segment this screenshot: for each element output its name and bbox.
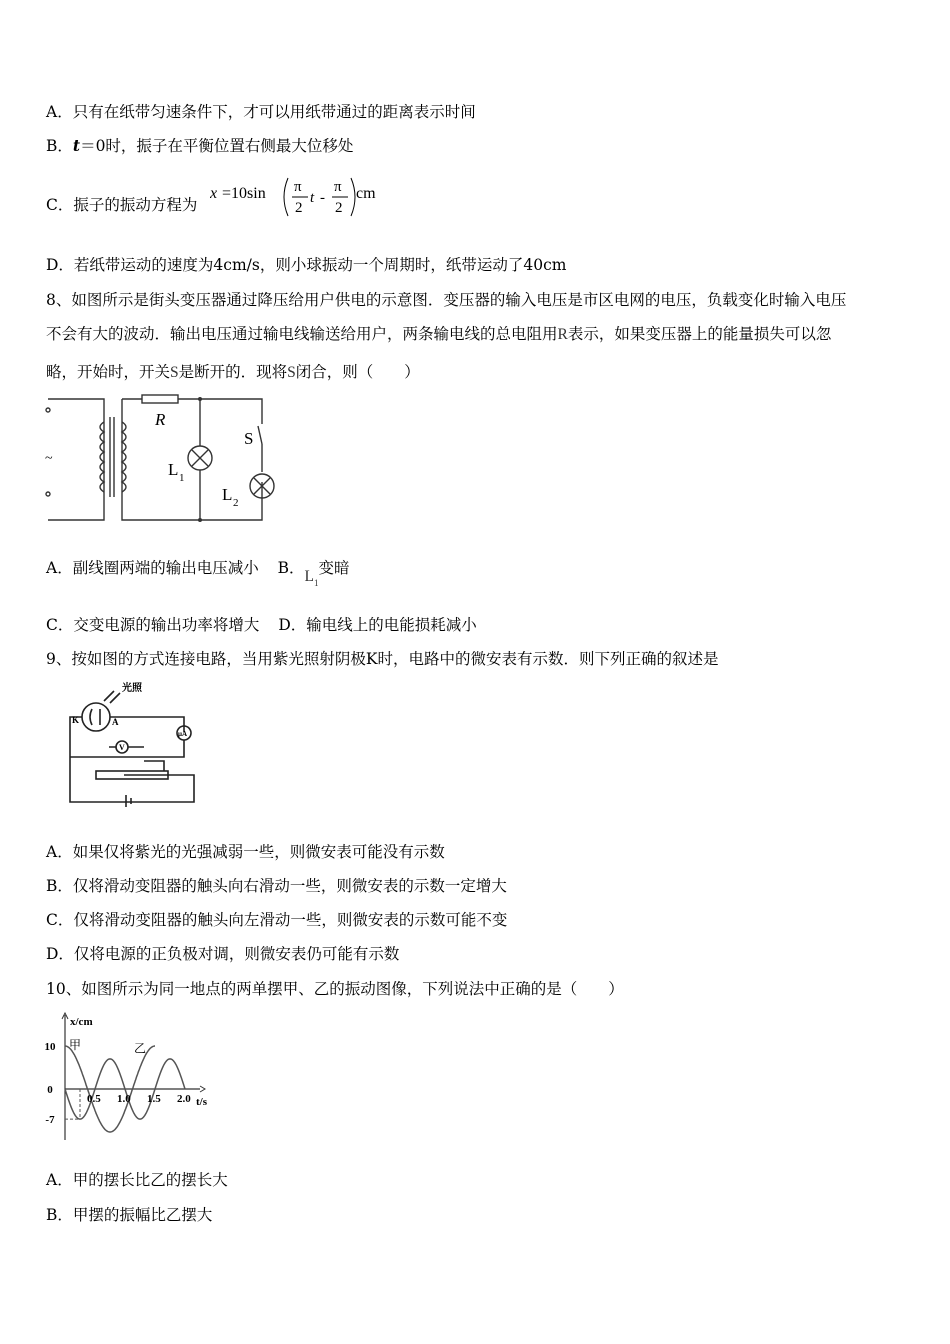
eq-minus: - <box>320 190 325 206</box>
x-tick-label: 1.0 <box>117 1093 131 1105</box>
series-label-yi: 乙 <box>134 1041 147 1056</box>
q7-option-b <box>46 136 353 156</box>
x-tick-label: 0.5 <box>87 1093 101 1105</box>
q7-option-b-var: t <box>72 136 81 155</box>
q7-equation <box>210 172 390 222</box>
q7-option-b-prefix: B． <box>46 137 73 155</box>
x-tick-label: 1.5 <box>147 1093 161 1105</box>
eq-left-paren <box>284 178 288 216</box>
secondary-wire <box>122 399 262 520</box>
q9-option-c: C．仅将滑动变阻器的触头向左滑动一些，则微安表的示数可能不变 <box>46 911 508 929</box>
q10-option-b: B．甲摆的振幅比乙摆大 <box>46 1206 213 1224</box>
q8-stem-line2 <box>46 324 831 345</box>
q8-symbol-r: R <box>557 326 568 343</box>
eq-unit: cm <box>356 185 376 202</box>
q8-stem-line3-b: 是断开的．现将 <box>178 363 288 381</box>
q8-option-d: D．输电线上的电能损耗减小 <box>278 616 477 634</box>
q8-stem-line1: 8、如图所示是街头变压器通过降压给用户供电的示意图．变压器的输入电压是市区电网的电压，负载变化时输入电压 <box>46 291 847 309</box>
q9-option-a: A．如果仅将紫光的光强减弱一些，则微安表可能没有示数 <box>46 843 445 861</box>
q8-option-a: A．副线圈两端的输出电压减小 <box>46 559 259 577</box>
source-symbol: ~ <box>45 451 53 466</box>
phototube <box>82 703 110 731</box>
eq-frac1-den: 2 <box>295 200 303 216</box>
label-k: K <box>72 715 80 725</box>
rheostat-slider <box>144 761 164 771</box>
y-tick-label: 10 <box>44 1041 56 1053</box>
y-axis-label: x/cm <box>70 1016 93 1028</box>
label-a: A <box>112 717 119 727</box>
q9-option-d: D．仅将电源的正负极对调，则微安表仍可能有示数 <box>46 945 400 963</box>
label-r: R <box>155 410 166 429</box>
q9-option-b: B．仅将滑动变阻器的触头向右滑动一些，则微安表的示数一定增大 <box>46 877 507 895</box>
q8-options-row2 <box>46 615 477 635</box>
label-light: 光照 <box>122 683 142 694</box>
label-l2-sub: 2 <box>233 497 239 509</box>
q8-option-b-symbol: L <box>304 568 314 585</box>
circuit-top-wire <box>110 717 184 732</box>
eq-var-t: t <box>310 190 315 206</box>
q10-option-a: A．甲的摆长比乙的摆长大 <box>46 1171 228 1189</box>
q8-option-c: C．交变电源的输出功率将增大 <box>46 616 260 634</box>
q8-option-b-prefix: B． <box>277 559 305 577</box>
label-l2: L <box>222 485 233 504</box>
q8-option-b-text: 变暗 <box>318 559 350 577</box>
q7-option-a: A．只有在纸带匀速条件下，才可以用纸带通过的距离表示时间 <box>46 103 476 121</box>
q7-option-c-text: C．振子的振动方程为 <box>46 196 198 214</box>
eq-frac2-num: π <box>334 179 342 195</box>
q9-stem: 9、按如图的方式连接电路，当用紫光照射阴极K时，电路中的微安表有示数．则下列正确的叙述是 <box>46 650 719 668</box>
q8-option-b-subscript: 1 <box>314 578 319 588</box>
q8-transformer-circuit <box>44 392 284 527</box>
q8-symbol-s2: S <box>287 364 296 381</box>
lamp-l1-cross <box>192 450 208 466</box>
q8-options-row1 <box>46 558 350 588</box>
cathode-k <box>90 709 92 725</box>
q7-option-b-text: ＝0时，振子在平衡位置右侧最大位移处 <box>80 137 354 155</box>
q8-stem-line3 <box>46 362 420 383</box>
q8-symbol-s1: S <box>170 364 179 381</box>
q10-vibration-graph <box>40 1005 210 1150</box>
x-axis-arrow <box>200 1086 205 1092</box>
eq-frac2-den: 2 <box>335 200 343 216</box>
eq-lhs: =10sin <box>222 185 266 202</box>
source-terminal-bottom <box>46 492 50 496</box>
source-terminal-top <box>46 408 50 412</box>
junction-bottom <box>198 518 202 522</box>
eq-frac1-num: π <box>294 179 302 195</box>
x-axis-label: t/s <box>196 1096 207 1108</box>
resistor-r <box>142 395 178 403</box>
q7-option-d: D．若纸带运动的速度为4cm/s，则小球振动一个周期时，纸带运动了40cm <box>46 256 567 274</box>
label-s: S <box>244 429 254 448</box>
label-ua: μA <box>178 730 188 738</box>
x-tick-label: 2.0 <box>177 1093 191 1105</box>
label-l1-sub: 1 <box>179 472 185 484</box>
label-l1: L <box>168 460 179 479</box>
y-tick-label: 0 <box>47 1084 53 1096</box>
eq-x: x <box>210 185 218 202</box>
switch-s <box>258 426 262 444</box>
q8-stem-line3-a: 略，开始时，开关 <box>46 363 171 381</box>
q8-stem-line2-b: 表示，如果变压器上的能量损失可以忽 <box>567 325 832 343</box>
y-tick-label: -7 <box>45 1114 55 1127</box>
q8-stem-line3-c: 闭合，则（ ） <box>295 363 420 381</box>
primary-wire <box>48 399 104 520</box>
eq-right-paren <box>351 178 355 216</box>
junction-top <box>198 397 202 401</box>
q8-stem-line2-a: 不会有大的波动．输出电压通过输电线输送给用户，两条输电线的总电阻用 <box>46 325 558 343</box>
q7-option-c <box>46 195 197 215</box>
wire-top-right <box>178 399 262 424</box>
q10-stem: 10、如图所示为同一地点的两单摆甲、乙的振动图像，下列说法中正确的是（ ） <box>46 980 624 998</box>
series-label-jia: 甲 <box>69 1038 82 1052</box>
light-rays <box>104 691 120 703</box>
q9-photoelectric-circuit <box>64 677 214 807</box>
label-v: V <box>119 743 125 752</box>
